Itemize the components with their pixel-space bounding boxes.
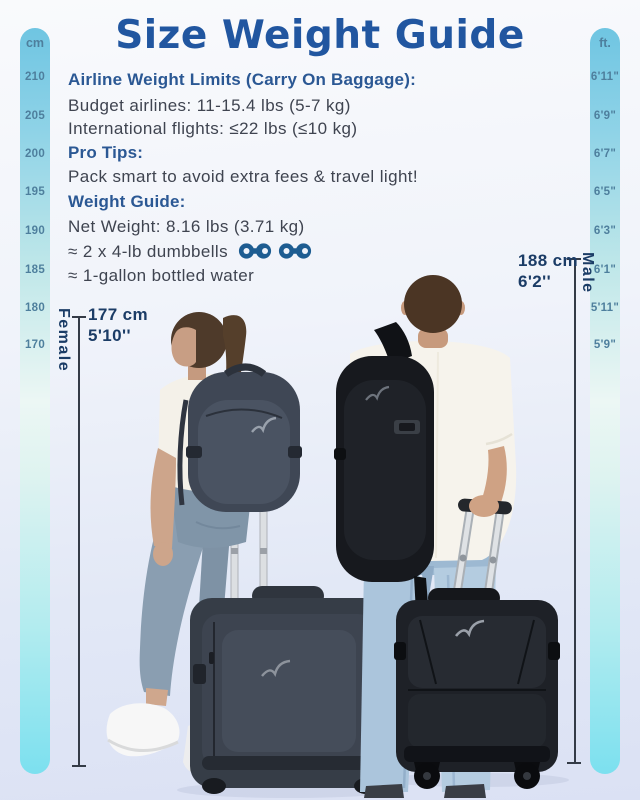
male-height-line-cap-bottom — [567, 762, 581, 764]
cm-tick: 170 — [24, 339, 46, 351]
female-luggage — [190, 586, 388, 794]
male-label: Male — [579, 252, 596, 294]
male-height-line — [574, 259, 576, 764]
ft-tick: 6'7" — [593, 148, 617, 160]
female-height-ft: 5'10'' — [88, 326, 131, 345]
pro-tips-line: Pack smart to avoid extra fees & travel light! — [68, 167, 419, 186]
weight-guide-heading: Weight Guide: — [68, 192, 186, 211]
male-hair — [404, 275, 462, 333]
female-height-cm: 177 cm — [88, 305, 149, 324]
ft-tick: 6'11" — [590, 71, 620, 83]
ft-tick: 6'3" — [593, 225, 617, 237]
cm-tick: 210 — [24, 71, 46, 83]
female-backpack — [180, 367, 302, 512]
net-weight-line: Net Weight: 8.16 lbs (3.71 kg) — [68, 217, 305, 236]
male-height-ft: 6'2'' — [518, 272, 552, 291]
male-height-label — [518, 250, 578, 292]
water-line: ≈ 1-gallon bottled water — [68, 266, 255, 285]
cm-tick: 205 — [24, 110, 46, 122]
ft-tick: 6'9" — [593, 110, 617, 122]
cm-tick: 180 — [24, 302, 46, 314]
female-height-label — [88, 304, 148, 346]
female-height-line-cap-bottom — [72, 765, 86, 767]
dumbbells-text: ≈ 2 x 4-lb dumbbells — [68, 242, 229, 261]
cm-tick: 200 — [24, 148, 46, 160]
cm-tick: 185 — [24, 264, 46, 276]
male-height-cm: 188 cm — [518, 251, 579, 270]
page-title: Size Weight Guide — [115, 13, 525, 58]
cm-tick: 195 — [24, 186, 46, 198]
male-hand — [469, 495, 499, 517]
international-flights-line: International flights: ≤22 lbs (≤10 kg) — [68, 119, 358, 138]
female-label: Female — [55, 308, 72, 373]
ft-tick: 6'1" — [593, 264, 617, 276]
ruler-unit-ft: ft. — [599, 36, 611, 50]
ft-tick: 6'5" — [593, 186, 617, 198]
budget-airlines-line: Budget airlines: 11-15.4 lbs (5-7 kg) — [68, 96, 351, 115]
ft-tick: 5'9" — [593, 339, 617, 351]
ft-tick: 5'11" — [590, 302, 620, 314]
ruler-unit-cm: cm — [25, 36, 45, 50]
cm-tick: 190 — [24, 225, 46, 237]
pro-tips-heading: Pro Tips: — [68, 143, 144, 162]
airline-weight-limits-heading: Airline Weight Limits (Carry On Baggage): — [68, 70, 416, 89]
female-height-line — [78, 317, 80, 767]
